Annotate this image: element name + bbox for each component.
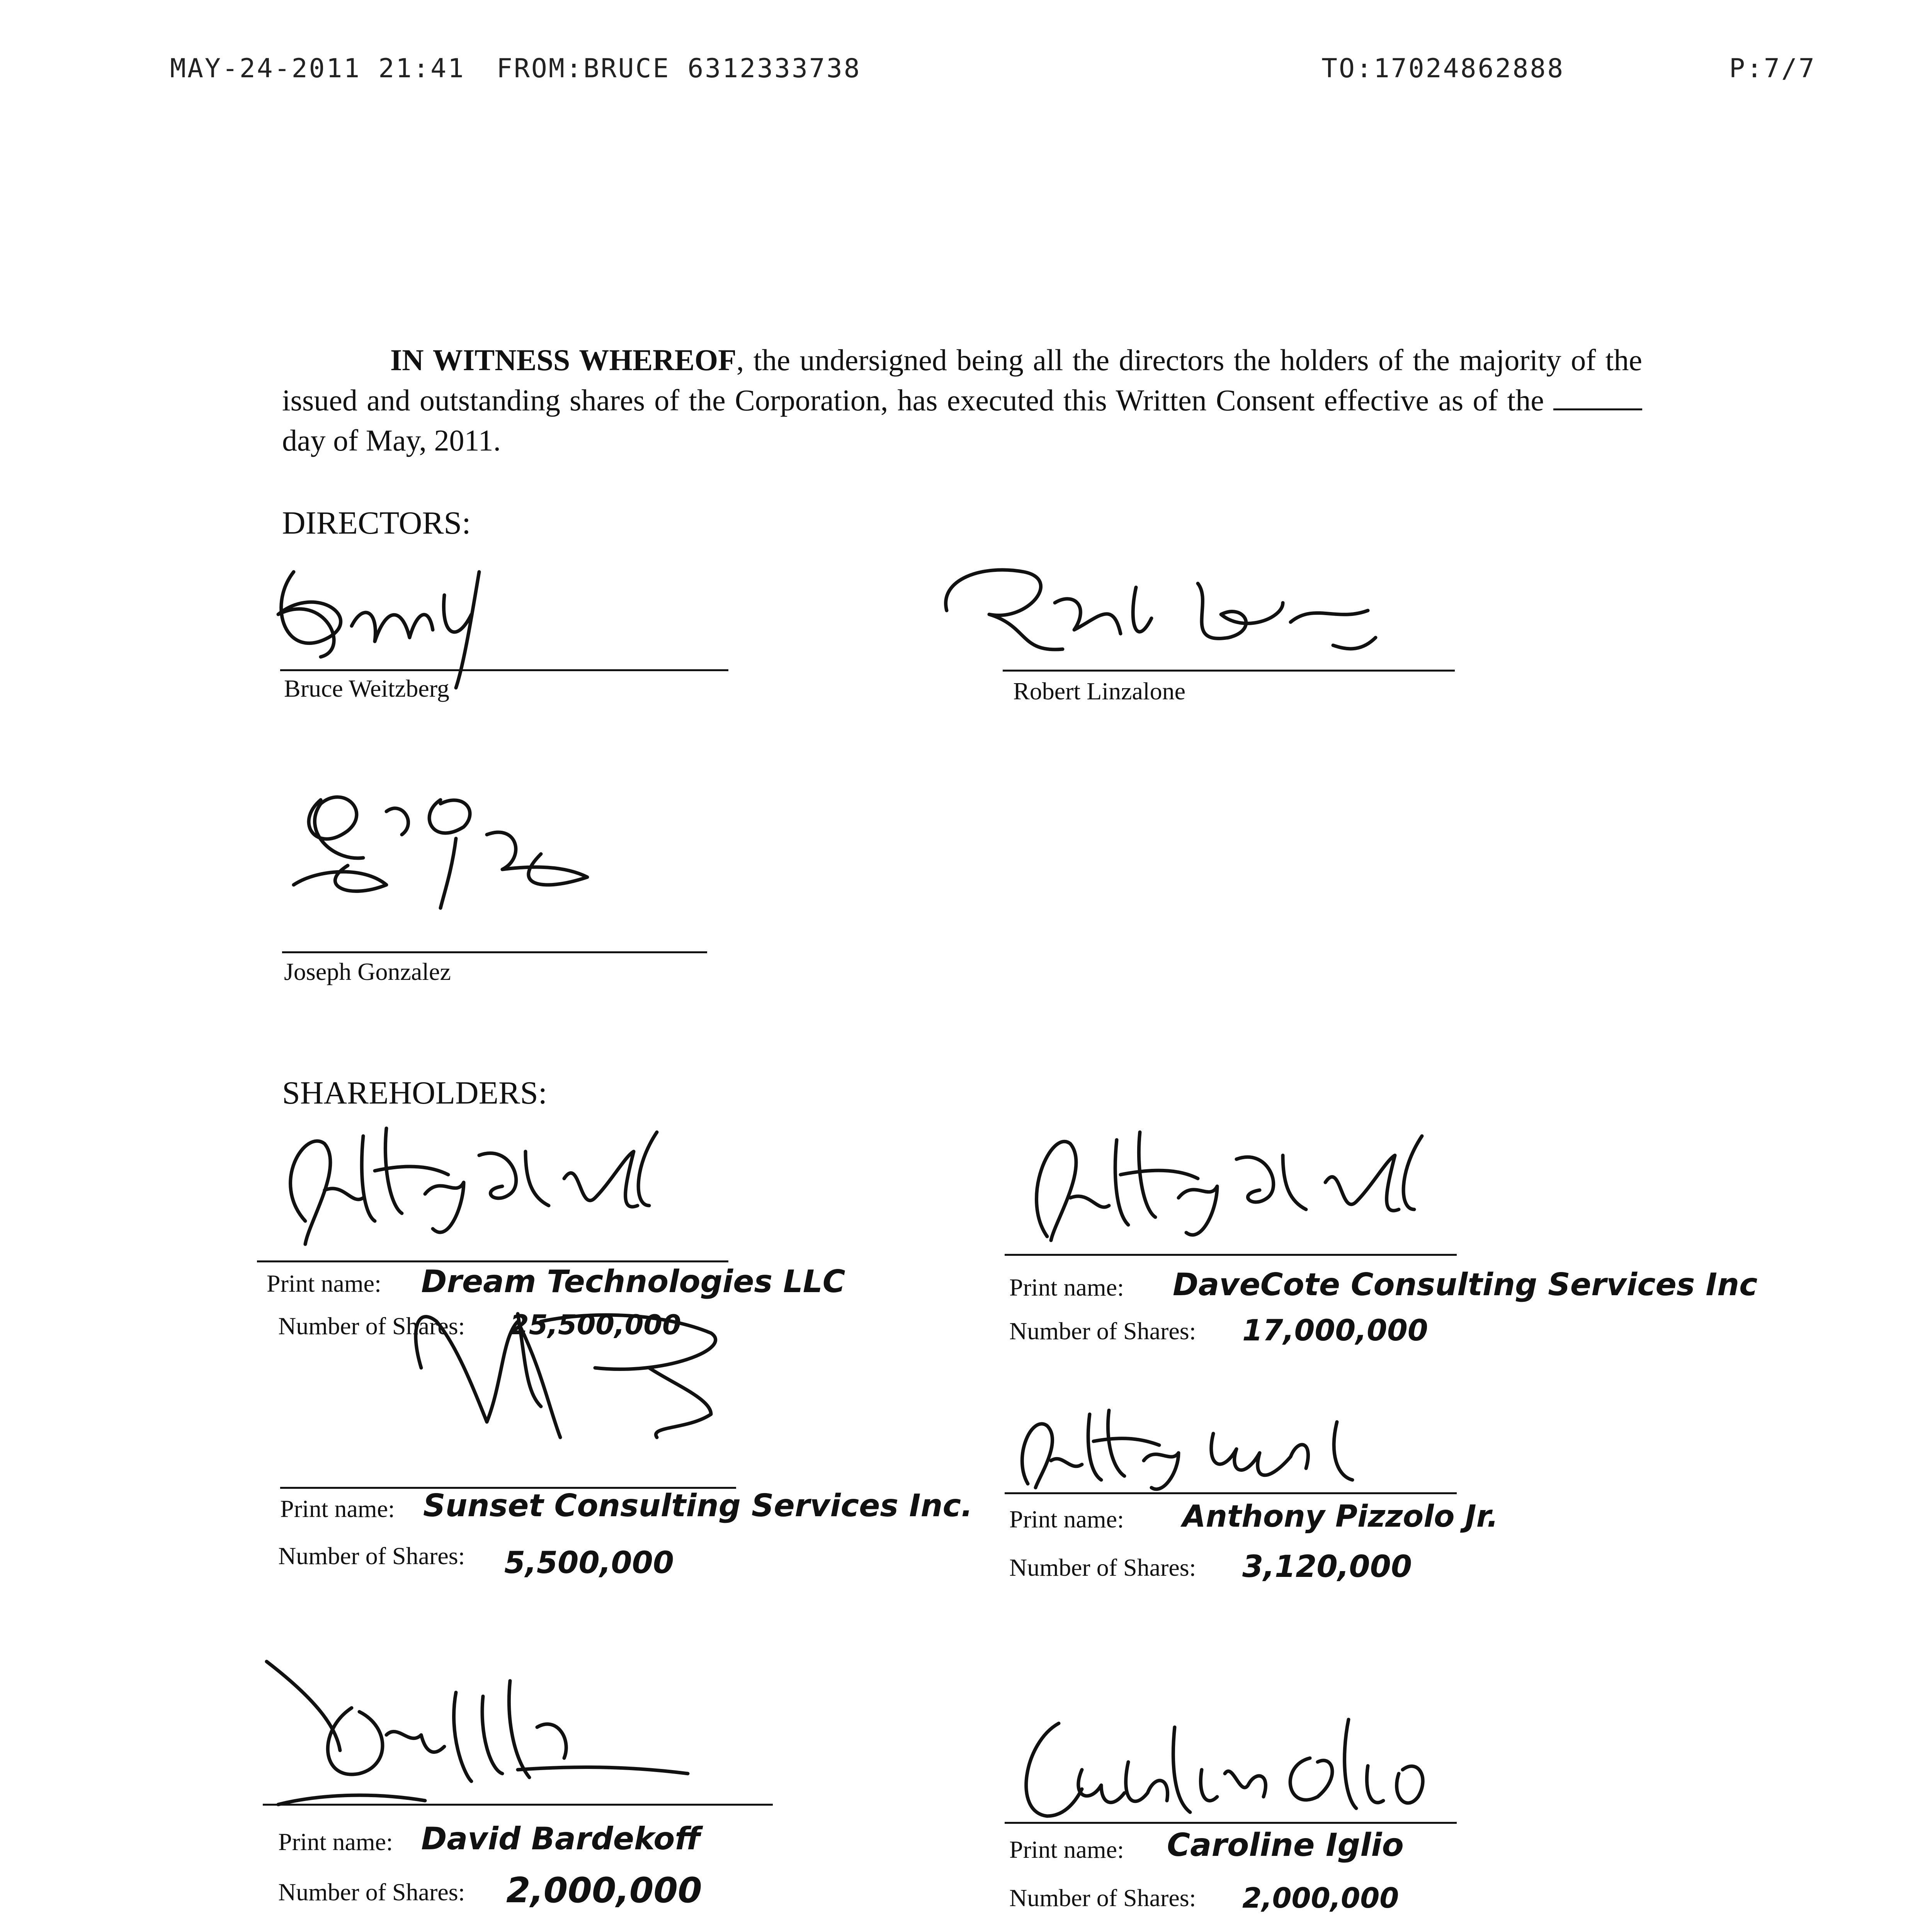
shares-value-2: 17,000,000	[1242, 1313, 1428, 1347]
director-name-bruce: Bruce Weitzberg	[284, 675, 449, 702]
witness-lead: IN WITNESS WHEREOF	[390, 343, 736, 377]
shares-label-3: Number of Shares:	[278, 1542, 465, 1570]
print-name-value-5: David Bardekoff	[421, 1821, 701, 1857]
shares-label-4: Number of Shares:	[1009, 1554, 1196, 1581]
signature-line-robert	[1003, 670, 1455, 672]
signature-line-shareholder-5	[263, 1804, 773, 1806]
shares-value-6: 2,000,000	[1242, 1882, 1399, 1914]
shares-value-5: 2,000,000	[506, 1870, 702, 1911]
print-name-value-6: Caroline Iglio	[1167, 1827, 1404, 1864]
signature-shareholder-4	[997, 1391, 1461, 1499]
directors-heading: DIRECTORS:	[282, 505, 471, 541]
signature-line-shareholder-4	[1005, 1492, 1457, 1494]
witness-body-2: day of May, 2011.	[282, 423, 501, 457]
signature-line-shareholder-2	[1005, 1254, 1457, 1256]
print-name-label-2: Print name:	[1009, 1274, 1124, 1301]
print-name-label-3: Print name:	[280, 1495, 395, 1522]
print-name-value-1: Dream Technologies LLC	[421, 1264, 845, 1299]
shares-value-3: 5,500,000	[504, 1546, 674, 1580]
signature-shareholder-5	[263, 1658, 788, 1820]
print-name-label-1: Print name:	[267, 1270, 381, 1297]
signature-robert-linzalone	[935, 556, 1414, 680]
signature-line-joseph	[282, 951, 707, 953]
signature-line-shareholder-6	[1005, 1822, 1457, 1824]
shares-value-1: 25,500,000	[510, 1309, 681, 1341]
signature-line-shareholder-1	[257, 1260, 728, 1262]
print-name-label-4: Print name:	[1009, 1505, 1124, 1533]
print-name-value-4: Anthony Pizzolo Jr.	[1182, 1499, 1498, 1534]
shareholders-heading: SHAREHOLDERS:	[282, 1075, 548, 1111]
print-name-value-3: Sunset Consulting Services Inc.	[423, 1488, 973, 1524]
witness-paragraph	[282, 340, 1642, 461]
fax-to: TO:17024862888	[1321, 53, 1565, 84]
director-name-joseph: Joseph Gonzalez	[284, 958, 451, 985]
fax-from: FROM:BRUCE 6312333738	[497, 53, 861, 84]
signature-shareholder-3	[379, 1291, 842, 1499]
signature-line-bruce	[280, 669, 728, 671]
print-name-label-6: Print name:	[1009, 1836, 1124, 1863]
signature-joseph-gonzalez	[270, 769, 657, 916]
print-name-value-2: DaveCote Consulting Services Inc	[1173, 1267, 1758, 1303]
date-blank	[1553, 383, 1642, 410]
shares-value-4: 3,120,000	[1242, 1549, 1412, 1584]
signature-shareholder-6	[1001, 1696, 1511, 1843]
director-name-robert: Robert Linzalone	[1013, 677, 1186, 705]
shares-label-2: Number of Shares:	[1009, 1317, 1196, 1345]
fax-page: P:7/7	[1729, 53, 1816, 84]
signature-bruce-weitzberg	[263, 549, 533, 676]
witness-body-1: , the undersigned being all the directors the holders of the majority of the issued and outstanding shares of the Corporation, has executed this Written Consent effective as of the	[282, 343, 1642, 417]
shares-label-1: Number of Shares:	[278, 1312, 465, 1340]
shares-label-5: Number of Shares:	[278, 1878, 465, 1906]
fax-datetime: MAY-24-2011 21:41	[170, 53, 465, 84]
signature-shareholder-1	[247, 1105, 781, 1267]
print-name-label-5: Print name:	[278, 1828, 393, 1855]
signature-shareholder-2	[1005, 1113, 1546, 1252]
shares-label-6: Number of Shares:	[1009, 1884, 1196, 1912]
